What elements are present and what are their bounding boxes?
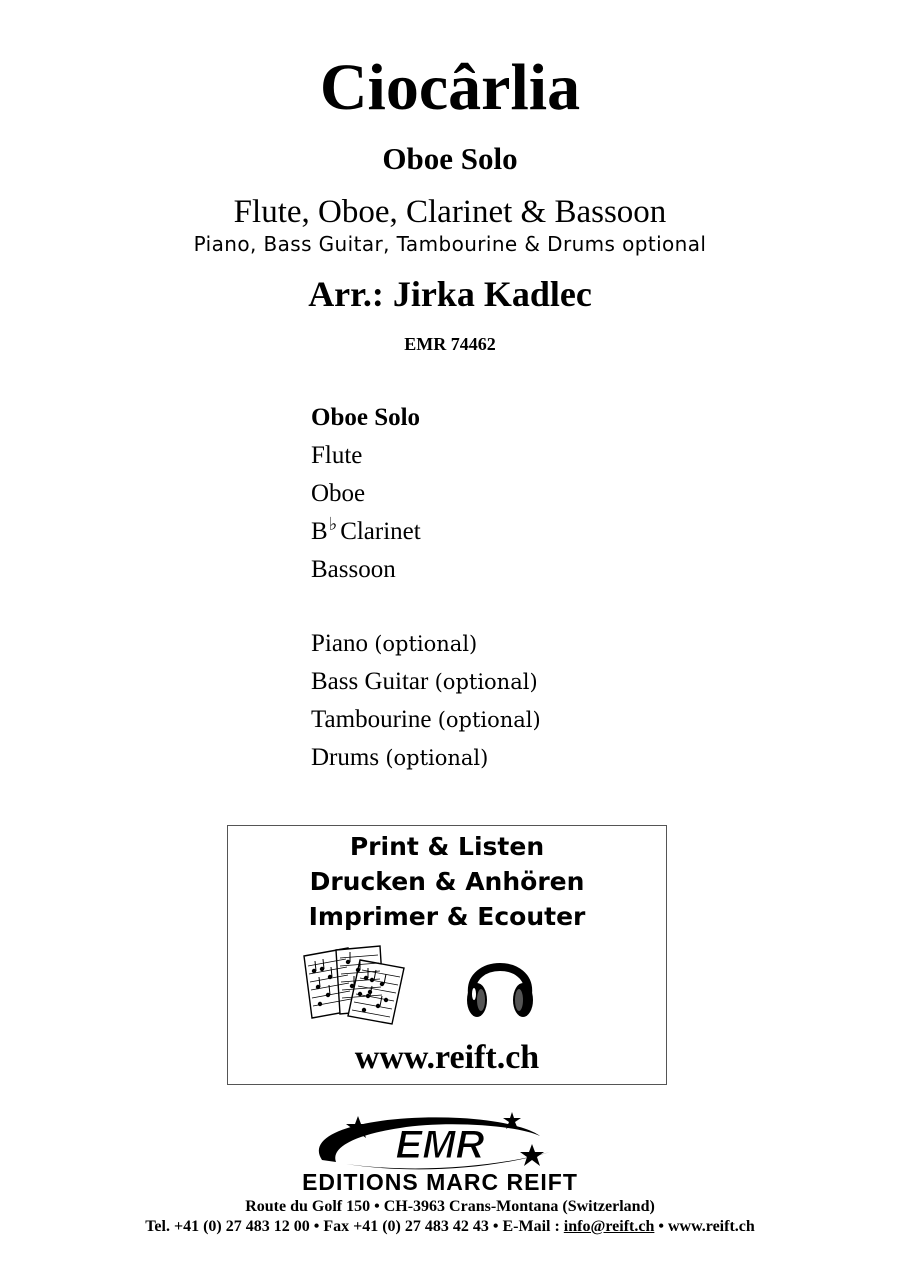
part-tambourine bbox=[311, 701, 671, 739]
sheet-music-icon bbox=[300, 944, 412, 1026]
part-flute: Flute bbox=[311, 442, 363, 469]
catalog-number: EMR 74462 bbox=[404, 334, 496, 354]
optional-label: (optional) bbox=[385, 746, 489, 770]
promo-line-fr: Imprimer & Ecouter bbox=[308, 902, 586, 931]
optional-instrumentation: Piano, Bass Guitar, Tambourine & Drums optional bbox=[193, 232, 707, 256]
publisher-name: EDITIONS MARC REIFT bbox=[302, 1169, 578, 1194]
part-drums bbox=[311, 739, 671, 777]
instrumentation: Flute, Oboe, Clarinet & Bassoon bbox=[233, 194, 667, 230]
optional-label: (optional) bbox=[437, 708, 541, 732]
arranger: Arr.: Jirka Kadlec bbox=[308, 274, 592, 314]
promo-url[interactable]: www.reift.ch bbox=[354, 1039, 540, 1076]
part-bassoon: Bassoon bbox=[311, 556, 396, 583]
print-listen-box bbox=[227, 825, 667, 1085]
part-clarinet bbox=[311, 513, 671, 551]
subtitle: Oboe Solo bbox=[382, 141, 518, 176]
logo-text: EMR bbox=[395, 1123, 485, 1167]
part-name: Drums bbox=[311, 744, 380, 771]
part-oboe: Oboe bbox=[311, 480, 366, 507]
publisher-address: Route du Golf 150 • CH-3963 Crans-Montana (Switzerland) bbox=[245, 1198, 655, 1215]
flat-symbol: ♭ bbox=[328, 514, 338, 534]
part-name: Piano bbox=[311, 630, 368, 657]
part-piano bbox=[311, 625, 671, 663]
clarinet-key: B bbox=[311, 518, 328, 545]
part-name: Tambourine bbox=[311, 706, 432, 733]
promo-line-de: Drucken & Anhören bbox=[309, 867, 585, 896]
parts-list bbox=[311, 399, 671, 589]
page-title: Ciocârlia bbox=[319, 51, 581, 124]
optional-parts-list bbox=[311, 625, 671, 777]
headphones-icon bbox=[464, 948, 536, 1024]
part-bass-guitar bbox=[311, 663, 671, 701]
emr-logo bbox=[250, 1108, 650, 1194]
contact-phone-fax: Tel. +41 (0) 27 483 12 00 • Fax +41 (0) 27 483 42 43 • E-Mail : bbox=[145, 1218, 564, 1235]
part-name: Bass Guitar bbox=[311, 668, 429, 695]
promo-line-en: Print & Listen bbox=[349, 832, 545, 861]
contact-website: • www.reift.ch bbox=[654, 1218, 755, 1235]
optional-label: (optional) bbox=[374, 632, 478, 656]
contact-email-link[interactable]: info@reift.ch bbox=[563, 1218, 655, 1235]
publisher-contact bbox=[0, 1216, 900, 1238]
part-oboe-solo: Oboe Solo bbox=[311, 404, 421, 431]
optional-label: (optional) bbox=[434, 670, 538, 694]
clarinet-name: Clarinet bbox=[340, 518, 421, 545]
